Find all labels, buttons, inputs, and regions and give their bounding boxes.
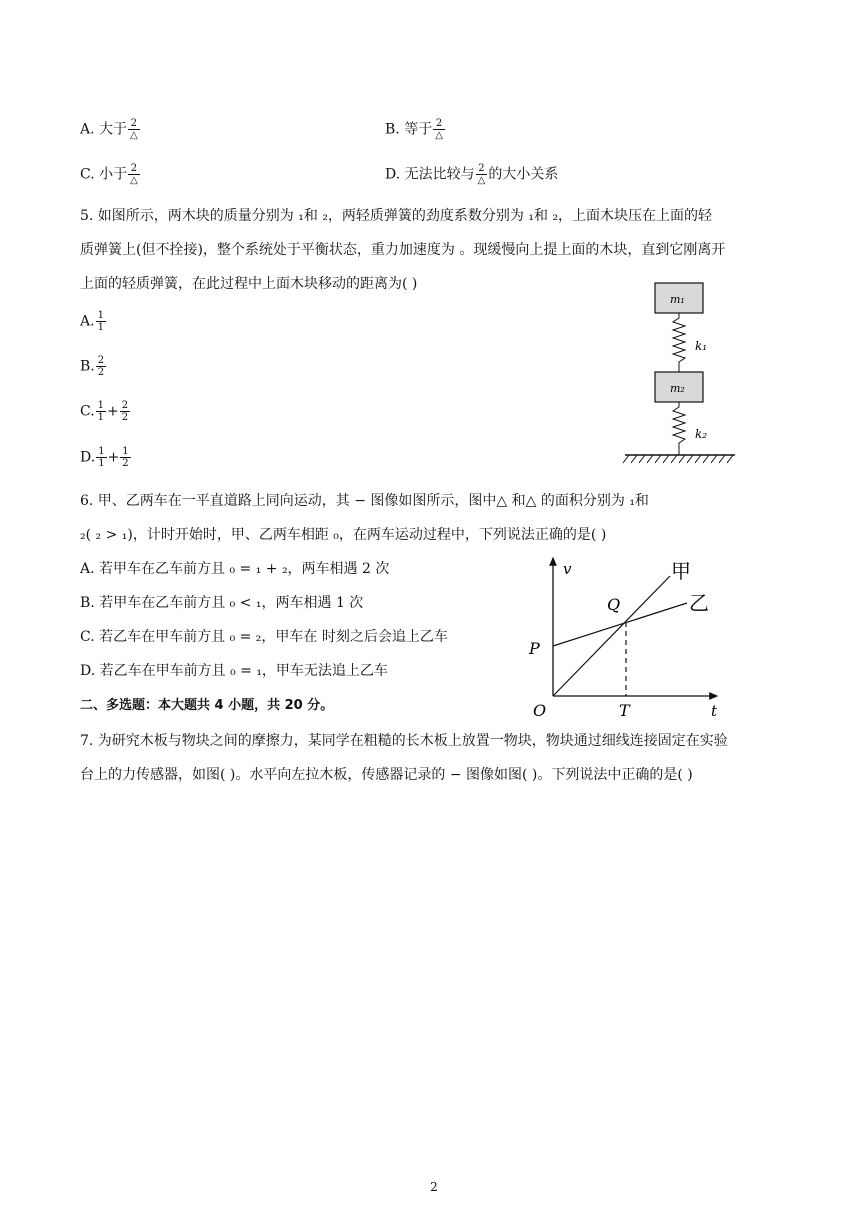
fraction-numerator: 2 <box>476 163 488 175</box>
q4-option-c[interactable] <box>80 163 141 186</box>
spring-k1-label: k₁ <box>695 339 708 353</box>
fraction <box>433 118 445 141</box>
point-q-label: Q <box>607 595 621 614</box>
q6-option-a[interactable]: A. 若甲车在乙车前方且 ₀ = ₁ + ₂，两车相遇 2 次 <box>80 561 390 577</box>
q5-option-d[interactable] <box>80 446 132 469</box>
fraction-denominator: 2 <box>122 458 129 469</box>
fraction-denominator: 1 <box>98 458 105 469</box>
q5-option-a-label: A. <box>80 313 95 330</box>
point-p-label: P <box>529 639 540 658</box>
fraction-denominator: △ <box>130 130 138 141</box>
q4-option-d-suffix: 的大小关系 <box>488 166 559 183</box>
v-axis-label: v <box>563 560 572 578</box>
fraction <box>96 310 106 333</box>
fraction <box>96 355 106 378</box>
q4-option-b[interactable] <box>385 118 446 141</box>
line-jia <box>553 576 670 696</box>
fraction-numerator: 1 <box>122 446 129 457</box>
fraction-denominator: 2 <box>97 367 105 378</box>
fraction <box>476 163 488 186</box>
q4-option-d[interactable] <box>385 163 558 186</box>
q5-option-c-label: C. <box>80 403 95 420</box>
q6-option-c[interactable]: C. 若乙车在甲车前方且 ₀ = ₂，甲车在 时刻之后会追上乙车 <box>80 629 448 645</box>
q7-stem-line2: 台上的力传感器，如图( )。水平向左拉木板，传感器记录的 − 图像如图( )。下列说法中正确的是( ) <box>80 767 693 783</box>
fraction-numerator: 2 <box>128 118 140 130</box>
fraction-denominator: 1 <box>97 412 105 423</box>
fraction <box>120 446 130 469</box>
q5-option-d-label: D. <box>80 449 96 466</box>
q6-option-b[interactable]: B. 若甲车在乙车前方且 ₀ < ₁，两车相遇 1 次 <box>80 595 364 611</box>
spring-block-figure <box>615 278 745 468</box>
q5-option-b-label: B. <box>80 358 95 375</box>
q6-stem-line2: ₂( ₂ > ₁)，计时开始时，甲、乙两车相距 ₀，在两车运动过程中，下列说法正确的是( ) <box>80 527 607 543</box>
block-m1-label: m₁ <box>670 293 685 306</box>
q4-option-b-label: B. 等于 <box>385 121 433 138</box>
spring-k1 <box>673 313 685 372</box>
fraction-denominator: △ <box>477 175 486 186</box>
q4-option-d-label: D. 无法比较与 <box>385 166 475 183</box>
fraction-numerator: 1 <box>97 310 104 321</box>
q4-option-a-label: A. 大于 <box>80 121 128 138</box>
fraction-numerator: 1 <box>97 400 105 411</box>
q4-option-c-label: C. 小于 <box>80 166 128 183</box>
q6-option-d[interactable]: D. 若乙车在甲车前方且 ₀ = ₁，甲车无法追上乙车 <box>80 663 388 679</box>
fraction-numerator: 2 <box>433 118 445 130</box>
fraction-denominator: 1 <box>97 322 104 333</box>
fraction-numerator: 2 <box>128 163 140 175</box>
ground-hatching <box>623 455 733 463</box>
fraction-numerator: 2 <box>121 400 129 411</box>
q5-stem-line3: 上面的轻质弹簧，在此过程中上面木块移动的距离为( ) <box>80 276 418 292</box>
origin-label: O <box>533 701 547 720</box>
fraction-numerator: 2 <box>97 355 105 366</box>
fraction <box>128 118 140 141</box>
q5-option-b[interactable] <box>80 355 107 378</box>
q5-option-c[interactable] <box>80 400 131 423</box>
page-number: 2 <box>430 1180 438 1194</box>
fraction-denominator: △ <box>435 130 443 141</box>
q5-stem-line1: 5. 如图所示，两木块的质量分别为 ₁和 ₂，两轻质弹簧的劲度系数分别为 ₁和 ₂，上面木块压在上面的轻 <box>80 208 713 224</box>
section-heading: 二、多选题：本大题共 4 小题，共 20 分。 <box>80 698 334 713</box>
plus-sign: + <box>107 449 120 466</box>
block-m2-label: m₂ <box>670 382 685 395</box>
fraction-denominator: 2 <box>121 412 129 423</box>
time-t-label: T <box>619 701 630 720</box>
fraction <box>96 446 106 469</box>
fraction <box>96 400 106 423</box>
q5-option-a[interactable] <box>80 310 107 333</box>
fraction-numerator: 1 <box>98 446 105 457</box>
q4-option-a[interactable] <box>80 118 141 141</box>
q5-stem-line2: 质弹簧上(但不拴接)，整个系统处于平衡状态，重力加速度为 。现缓慢向上提上面的木块，直到它刚离开 <box>80 242 726 258</box>
fraction <box>128 163 140 186</box>
plus-sign: + <box>107 403 119 420</box>
fraction-denominator: △ <box>130 175 138 186</box>
t-axis-label: t <box>711 702 718 720</box>
q7-stem-line1: 7. 为研究木板与物块之间的摩擦力，某同学在粗糙的长木板上放置一物块，物块通过细线连接固定在实验 <box>80 733 728 749</box>
vt-graph <box>525 548 725 720</box>
spring-k2 <box>673 402 685 455</box>
label-jia: 甲 <box>671 559 691 583</box>
fraction <box>120 400 130 423</box>
q6-stem-line1: 6. 甲、乙两车在一平直道路上同向运动，其 − 图像如图所示，图中△ 和△ 的面积分别为 ₁和 <box>80 493 649 509</box>
spring-k2-label: k₂ <box>695 427 708 441</box>
label-yi: 乙 <box>689 591 709 615</box>
